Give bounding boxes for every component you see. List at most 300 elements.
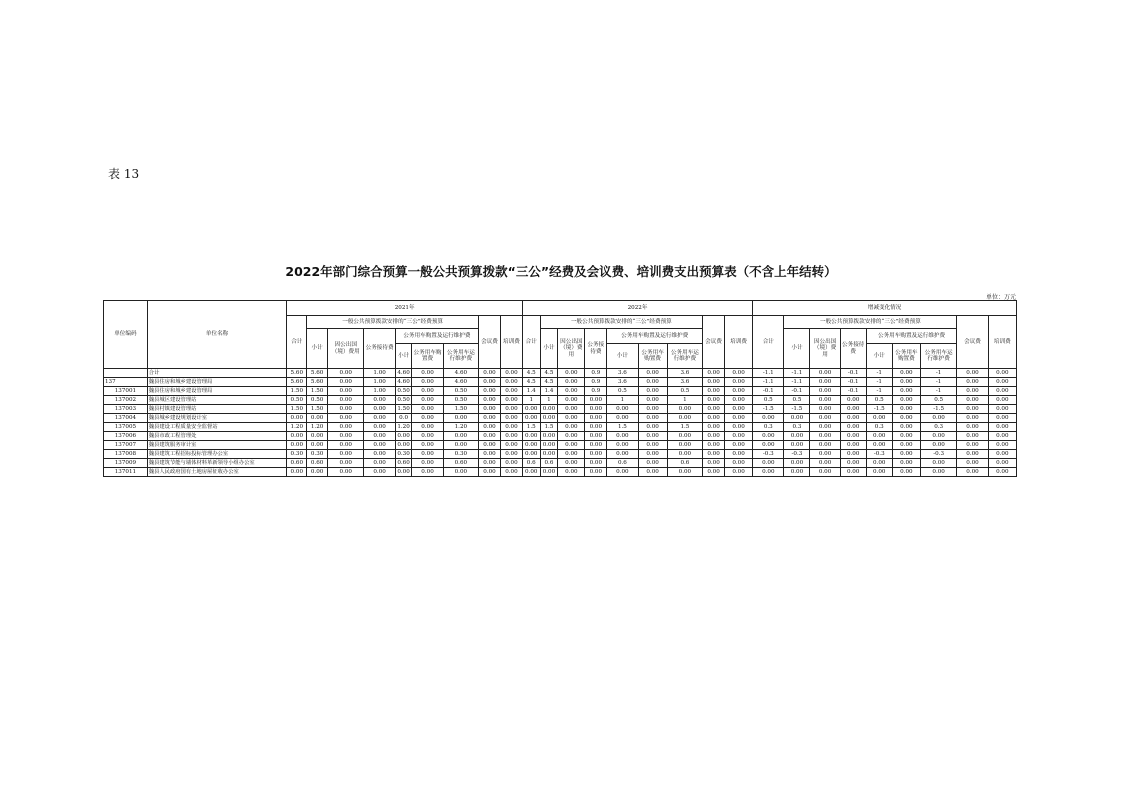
value-cell: 0.00 <box>638 414 667 423</box>
value-cell: -1.5 <box>784 405 810 414</box>
value-cell: 0.00 <box>540 441 558 450</box>
value-cell: 0.00 <box>328 468 364 477</box>
value-cell: 0.00 <box>866 459 892 468</box>
value-cell: 0.00 <box>412 387 443 396</box>
header-training-2021: 培训费 <box>500 316 522 369</box>
value-cell: 0.00 <box>500 369 522 378</box>
value-cell: -1.5 <box>753 405 784 414</box>
value-cell: 0.00 <box>364 396 395 405</box>
header-vehicle-change: 公务用车购置及运行维护费 <box>866 329 957 344</box>
value-cell: 0.00 <box>810 459 840 468</box>
value-cell: 0.00 <box>479 441 501 450</box>
value-cell: -0.3 <box>866 450 892 459</box>
value-cell: 0.5 <box>667 387 702 396</box>
value-cell: 0.50 <box>287 396 307 405</box>
value-cell: 0.00 <box>840 405 866 414</box>
value-cell: 0.00 <box>307 441 328 450</box>
table-number: 表 13 <box>108 167 140 181</box>
value-cell: 0.00 <box>500 387 522 396</box>
value-cell: 0.00 <box>558 405 585 414</box>
value-cell: 0.00 <box>667 414 702 423</box>
value-cell: 0.00 <box>957 423 988 432</box>
value-cell: 1 <box>607 396 638 405</box>
value-cell: 0.00 <box>840 441 866 450</box>
value-cell: 0.00 <box>988 405 1016 414</box>
value-cell: 0.00 <box>957 459 988 468</box>
table-row <box>104 441 1017 450</box>
value-cell: 0.00 <box>307 432 328 441</box>
value-cell: 0.00 <box>638 378 667 387</box>
table-row <box>104 459 1017 468</box>
value-cell: 0.30 <box>443 450 478 459</box>
header-sangong-2021: 一般公共预算拨款安排的“三公”经费预算 <box>307 316 479 329</box>
value-cell: 0.00 <box>558 369 585 378</box>
value-cell: 0.00 <box>328 432 364 441</box>
unit-note: 单位：万元 <box>985 294 1016 301</box>
header-year-2021: 2021年 <box>287 301 523 316</box>
header-vehicle-subtotal-2021: 小计 <box>395 344 412 369</box>
value-cell: 0.00 <box>479 459 501 468</box>
value-cell: 0.00 <box>988 387 1016 396</box>
header-meeting-change: 会议费 <box>957 316 988 369</box>
value-cell: 0.00 <box>412 414 443 423</box>
value-cell: 0.00 <box>810 450 840 459</box>
header-total-2022: 合计 <box>522 316 540 369</box>
value-cell: 0.00 <box>607 468 638 477</box>
value-cell: 0.60 <box>395 459 412 468</box>
value-cell: 0.00 <box>364 459 395 468</box>
value-cell: 0.00 <box>287 441 307 450</box>
value-cell: 0.00 <box>364 405 395 414</box>
header-vehicle-operation-change: 公务用车运行维护费 <box>920 344 956 369</box>
value-cell: 0.00 <box>667 405 702 414</box>
value-cell: 0.6 <box>540 459 558 468</box>
unit-name-cell: 魏县村镇建设管理站 <box>147 405 287 414</box>
value-cell: 0.00 <box>395 441 412 450</box>
header-vehicle-purchase-2021: 公务用车购置费 <box>412 344 443 369</box>
value-cell: 0.00 <box>810 468 840 477</box>
value-cell: 0.00 <box>443 414 478 423</box>
value-cell: 0.00 <box>810 441 840 450</box>
unit-code-cell: 137011 <box>104 468 148 477</box>
value-cell: 0.00 <box>479 468 501 477</box>
value-cell: 0.00 <box>784 468 810 477</box>
value-cell: 0.00 <box>988 441 1016 450</box>
table-row <box>104 369 1017 378</box>
value-cell: -0.1 <box>840 369 866 378</box>
value-cell: 0.00 <box>724 432 752 441</box>
value-cell: 0.9 <box>585 378 607 387</box>
unit-name-cell: 魏县建筑节能与墙体材料革新领导小组办公室 <box>147 459 287 468</box>
value-cell: 1 <box>667 396 702 405</box>
value-cell: 0.00 <box>412 450 443 459</box>
value-cell: 1.4 <box>540 387 558 396</box>
header-meeting-2021: 会议费 <box>479 316 501 369</box>
document-title: 2022年部门综合预算一般公共预算拨款“三公”经费及会议费、培训费支出预算表（不含上年结转） <box>285 264 837 279</box>
value-cell: 0.00 <box>703 387 725 396</box>
value-cell: 1 <box>540 396 558 405</box>
value-cell: 0.50 <box>307 396 328 405</box>
value-cell: 0.00 <box>866 432 892 441</box>
table-row <box>104 378 1017 387</box>
value-cell: 0.00 <box>724 414 752 423</box>
value-cell: 0.00 <box>988 450 1016 459</box>
value-cell: 0.60 <box>443 459 478 468</box>
header-training-change: 培训费 <box>988 316 1016 369</box>
value-cell: 1.50 <box>307 405 328 414</box>
value-cell: 0.00 <box>412 405 443 414</box>
value-cell: 3.6 <box>667 378 702 387</box>
unit-code-cell: 137002 <box>104 396 148 405</box>
value-cell: -1.1 <box>784 378 810 387</box>
value-cell: 0.3 <box>753 423 784 432</box>
value-cell: -1.1 <box>753 378 784 387</box>
value-cell: 0.00 <box>724 423 752 432</box>
value-cell: 0.00 <box>558 414 585 423</box>
value-cell: 0.00 <box>784 414 810 423</box>
value-cell: 0.00 <box>810 387 840 396</box>
unit-code-cell: 137009 <box>104 459 148 468</box>
value-cell: 0.00 <box>500 432 522 441</box>
header-subtotal-change: 小计 <box>784 329 810 369</box>
value-cell: 0.5 <box>866 396 892 405</box>
value-cell: 0.00 <box>638 450 667 459</box>
value-cell: 0.00 <box>328 423 364 432</box>
header-unit-code: 单位编码 <box>104 301 148 369</box>
header-abroad-change: 因公出国（境）费用 <box>810 329 840 369</box>
value-cell: 0.00 <box>840 468 866 477</box>
value-cell: 4.5 <box>540 369 558 378</box>
value-cell: 0.6 <box>607 459 638 468</box>
value-cell: 4.60 <box>395 378 412 387</box>
header-reception-2021: 公务接待费 <box>364 329 395 369</box>
table-row <box>104 468 1017 477</box>
table-row <box>104 414 1017 423</box>
value-cell: 0.00 <box>988 423 1016 432</box>
value-cell: 0.00 <box>638 405 667 414</box>
value-cell: 0.00 <box>479 450 501 459</box>
value-cell: 0.00 <box>724 378 752 387</box>
value-cell: 0.00 <box>479 414 501 423</box>
value-cell: 0.60 <box>287 459 307 468</box>
unit-name-cell: 魏县人民政府国有土地房屋征收办公室 <box>147 468 287 477</box>
value-cell: 1 <box>522 396 540 405</box>
value-cell: 0.00 <box>522 450 540 459</box>
value-cell: 0.00 <box>412 369 443 378</box>
value-cell: 0.00 <box>287 432 307 441</box>
value-cell: 5.60 <box>287 369 307 378</box>
unit-code-cell <box>104 369 148 378</box>
value-cell: 0.3 <box>784 423 810 432</box>
value-cell: 4.60 <box>443 378 478 387</box>
header-subtotal-2021: 小计 <box>307 329 328 369</box>
value-cell: 0.00 <box>328 459 364 468</box>
value-cell: 0.00 <box>988 378 1016 387</box>
value-cell: 0.00 <box>638 468 667 477</box>
value-cell: 0.00 <box>866 441 892 450</box>
value-cell: 0.00 <box>522 405 540 414</box>
value-cell: 0.00 <box>892 468 920 477</box>
value-cell: 1.50 <box>287 387 307 396</box>
unit-name-cell: 魏县住房和城乡建设管理局 <box>147 387 287 396</box>
value-cell: -1 <box>866 387 892 396</box>
value-cell: 0.00 <box>957 441 988 450</box>
value-cell: 0.00 <box>920 414 956 423</box>
value-cell: 0.00 <box>988 369 1016 378</box>
header-total-2021: 合计 <box>287 316 307 369</box>
value-cell: 0.00 <box>412 378 443 387</box>
value-cell: 0.0 <box>395 414 412 423</box>
value-cell: 0.00 <box>364 468 395 477</box>
value-cell: 1.50 <box>395 405 412 414</box>
value-cell: 0.5 <box>784 396 810 405</box>
value-cell: 0.00 <box>920 468 956 477</box>
value-cell: 0.00 <box>364 450 395 459</box>
value-cell: 0.00 <box>667 432 702 441</box>
value-cell: 0.00 <box>500 441 522 450</box>
budget-table <box>103 300 1017 477</box>
value-cell: 0.00 <box>500 396 522 405</box>
value-cell: 0.00 <box>892 432 920 441</box>
value-cell: 0.9 <box>585 369 607 378</box>
value-cell: 0.00 <box>328 369 364 378</box>
value-cell: 0.00 <box>866 414 892 423</box>
value-cell: 0.00 <box>810 378 840 387</box>
header-change: 增减变化情况 <box>753 301 1017 316</box>
value-cell: 0.00 <box>558 387 585 396</box>
value-cell: -1 <box>866 378 892 387</box>
value-cell: 0.00 <box>667 450 702 459</box>
value-cell: 0.30 <box>287 450 307 459</box>
value-cell: 0.00 <box>328 441 364 450</box>
value-cell: 0.00 <box>500 423 522 432</box>
header-vehicle-purchase-2022: 公务用车购置费 <box>638 344 667 369</box>
value-cell: 0.00 <box>607 405 638 414</box>
value-cell: 0.00 <box>920 441 956 450</box>
value-cell: 0.00 <box>540 468 558 477</box>
value-cell: 0.00 <box>540 414 558 423</box>
value-cell: 0.00 <box>558 441 585 450</box>
value-cell: 0.3 <box>866 423 892 432</box>
value-cell: 0.00 <box>585 405 607 414</box>
unit-code-cell: 137003 <box>104 405 148 414</box>
value-cell: 0.00 <box>412 396 443 405</box>
value-cell: 1.5 <box>667 423 702 432</box>
value-cell: 0.00 <box>558 468 585 477</box>
value-cell: 0.00 <box>540 405 558 414</box>
value-cell: 0.00 <box>810 405 840 414</box>
value-cell: 0.00 <box>703 423 725 432</box>
value-cell: 0.00 <box>703 432 725 441</box>
value-cell: 0.00 <box>840 396 866 405</box>
value-cell: 0.00 <box>957 387 988 396</box>
table-body <box>104 369 1017 477</box>
value-cell: 0.00 <box>638 387 667 396</box>
value-cell: 0.00 <box>957 378 988 387</box>
value-cell: 4.60 <box>443 369 478 378</box>
header-meeting-2022: 会议费 <box>703 316 725 369</box>
value-cell: 0.00 <box>703 396 725 405</box>
value-cell: 0.00 <box>558 459 585 468</box>
header-vehicle-2022: 公务用车购置及运行维护费 <box>607 329 703 344</box>
value-cell: 1.5 <box>607 423 638 432</box>
value-cell: 0.00 <box>412 423 443 432</box>
header-reception-2022: 公务接待费 <box>585 329 607 369</box>
table-row <box>104 450 1017 459</box>
unit-name-cell: 魏县市政工程管理处 <box>147 432 287 441</box>
value-cell: 0.00 <box>479 387 501 396</box>
value-cell: 0.00 <box>724 441 752 450</box>
value-cell: -0.1 <box>840 387 866 396</box>
unit-code-cell: 137006 <box>104 432 148 441</box>
value-cell: 0.00 <box>920 459 956 468</box>
value-cell: 0.00 <box>784 441 810 450</box>
value-cell: 0.00 <box>307 468 328 477</box>
value-cell: 0.00 <box>638 369 667 378</box>
value-cell: 0.00 <box>328 396 364 405</box>
value-cell: 0.00 <box>892 459 920 468</box>
value-cell: 0.00 <box>810 423 840 432</box>
header-abroad-2021: 因公出国（境）费用 <box>328 329 364 369</box>
value-cell: 1.5 <box>540 423 558 432</box>
value-cell: 0.00 <box>892 378 920 387</box>
value-cell: -1 <box>866 369 892 378</box>
value-cell: 0.50 <box>443 396 478 405</box>
value-cell: -1 <box>920 378 956 387</box>
value-cell: 0.00 <box>753 432 784 441</box>
value-cell: 0.00 <box>724 450 752 459</box>
value-cell: 0.00 <box>638 441 667 450</box>
value-cell: 0.00 <box>957 396 988 405</box>
value-cell: 0.00 <box>328 414 364 423</box>
value-cell: 0.00 <box>522 414 540 423</box>
value-cell: 0.00 <box>364 441 395 450</box>
value-cell: 0.30 <box>395 450 412 459</box>
header-training-2022: 培训费 <box>724 316 752 369</box>
value-cell: 0.00 <box>840 459 866 468</box>
value-cell: 0.9 <box>585 387 607 396</box>
value-cell: 0.3 <box>920 423 956 432</box>
value-cell: 0.00 <box>479 423 501 432</box>
unit-name-cell: 魏县城区建设管理站 <box>147 396 287 405</box>
header-sangong-change: 一般公共预算拨款安排的“三公”经费预算 <box>784 316 957 329</box>
value-cell: 0.00 <box>892 423 920 432</box>
header-unit-name: 单位名称 <box>147 301 287 369</box>
value-cell: 0.00 <box>703 369 725 378</box>
header-vehicle-purchase-change: 公务用车购置费 <box>892 344 920 369</box>
value-cell: 0.00 <box>443 441 478 450</box>
value-cell: 0.00 <box>753 468 784 477</box>
value-cell: 0.00 <box>585 468 607 477</box>
value-cell: 0.00 <box>988 468 1016 477</box>
header-sangong-2022: 一般公共预算拨款安排的“三公”经费预算 <box>540 316 703 329</box>
value-cell: 0.00 <box>412 459 443 468</box>
value-cell: 0.00 <box>753 459 784 468</box>
value-cell: 0.00 <box>810 432 840 441</box>
value-cell: 0.5 <box>753 396 784 405</box>
value-cell: 0.00 <box>920 432 956 441</box>
value-cell: -0.3 <box>753 450 784 459</box>
value-cell: 0.50 <box>443 387 478 396</box>
value-cell: 0.00 <box>892 441 920 450</box>
value-cell: 0.00 <box>585 414 607 423</box>
value-cell: 0.00 <box>522 441 540 450</box>
value-cell: 0.00 <box>479 396 501 405</box>
value-cell: 0.00 <box>443 432 478 441</box>
value-cell: 0.00 <box>703 468 725 477</box>
value-cell: 0.00 <box>585 423 607 432</box>
value-cell: 0.00 <box>957 468 988 477</box>
value-cell: 0.00 <box>724 396 752 405</box>
value-cell: 0.00 <box>479 432 501 441</box>
header-vehicle-subtotal-2022: 小计 <box>607 344 638 369</box>
value-cell: 4.5 <box>522 369 540 378</box>
value-cell: 0.00 <box>840 432 866 441</box>
table-row <box>104 396 1017 405</box>
value-cell: 0.00 <box>328 378 364 387</box>
value-cell: 4.60 <box>395 369 412 378</box>
header-abroad-2022: 因公出国（境）费用 <box>558 329 585 369</box>
value-cell: -1.1 <box>784 369 810 378</box>
value-cell: 0.00 <box>585 396 607 405</box>
value-cell: 0.50 <box>395 396 412 405</box>
value-cell: 5.60 <box>307 369 328 378</box>
value-cell: 5.60 <box>287 378 307 387</box>
value-cell: 0.00 <box>364 432 395 441</box>
value-cell: 0.00 <box>957 450 988 459</box>
value-cell: -0.1 <box>840 378 866 387</box>
value-cell: 0.00 <box>724 369 752 378</box>
value-cell: 0.00 <box>840 414 866 423</box>
value-cell: 3.6 <box>607 369 638 378</box>
value-cell: 0.00 <box>558 423 585 432</box>
value-cell: 0.00 <box>607 414 638 423</box>
value-cell: 0.00 <box>810 396 840 405</box>
value-cell: 0.00 <box>364 423 395 432</box>
value-cell: 0.00 <box>443 468 478 477</box>
value-cell: 0.00 <box>395 432 412 441</box>
value-cell: 0.00 <box>784 459 810 468</box>
value-cell: 0.00 <box>412 441 443 450</box>
value-cell: 0.00 <box>892 387 920 396</box>
value-cell: 0.00 <box>479 369 501 378</box>
value-cell: 1.20 <box>287 423 307 432</box>
value-cell: 0.00 <box>558 396 585 405</box>
value-cell: 1.20 <box>307 423 328 432</box>
unit-code-cell: 137008 <box>104 450 148 459</box>
value-cell: 0.00 <box>558 432 585 441</box>
value-cell: 0.00 <box>287 468 307 477</box>
value-cell: 0.50 <box>395 387 412 396</box>
header-vehicle-operation-2022: 公务用车运行维护费 <box>667 344 702 369</box>
value-cell: 0.00 <box>364 414 395 423</box>
value-cell: 0.00 <box>703 450 725 459</box>
value-cell: 0.00 <box>328 387 364 396</box>
value-cell: -1 <box>920 369 956 378</box>
header-total-change: 合计 <box>753 316 784 369</box>
value-cell: 0.00 <box>500 405 522 414</box>
value-cell: 0.00 <box>892 414 920 423</box>
table-row <box>104 387 1017 396</box>
value-cell: 0.00 <box>540 432 558 441</box>
unit-code-cell: 137 <box>104 378 148 387</box>
value-cell: 0.00 <box>957 369 988 378</box>
unit-name-cell: 魏县住房和城乡建设管理局 <box>147 378 287 387</box>
value-cell: 4.5 <box>540 378 558 387</box>
value-cell: 0.60 <box>307 459 328 468</box>
value-cell: 0.00 <box>753 414 784 423</box>
value-cell: 0.00 <box>892 369 920 378</box>
